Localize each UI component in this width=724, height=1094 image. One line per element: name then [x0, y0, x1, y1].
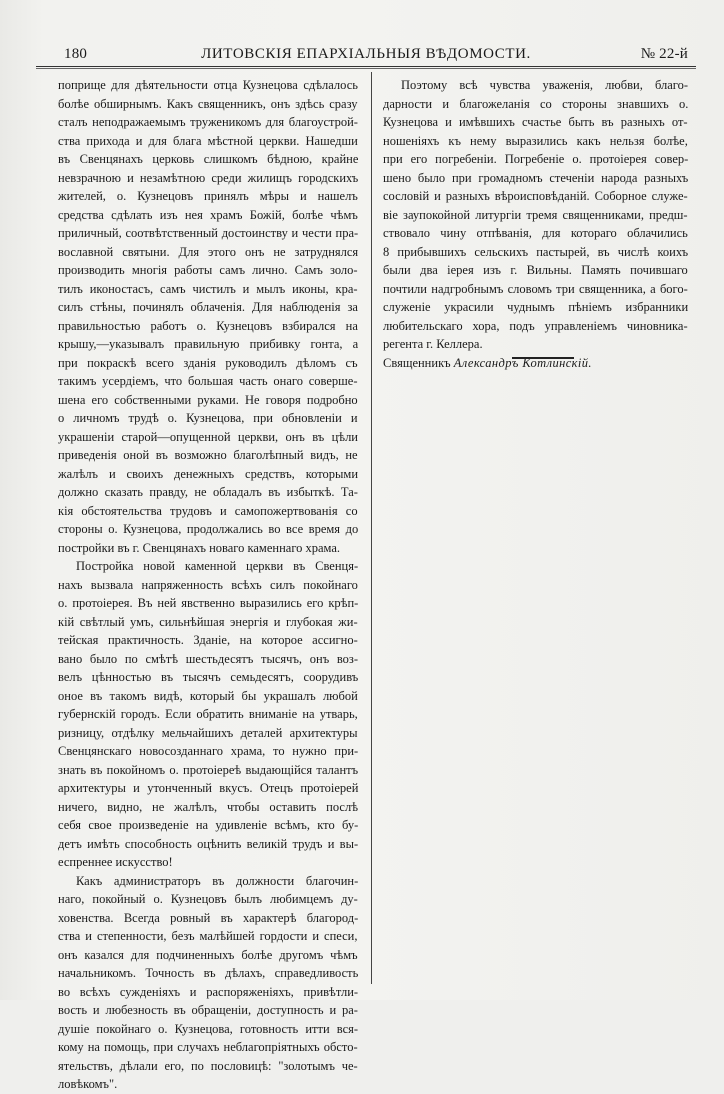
signature-prefix: Священникъ [383, 355, 451, 370]
text-line: при покраскѣ всего зданія руководилъ дѣломъ съ [58, 355, 358, 370]
text-line: средства сдѣлать изъ нея храмъ Божій, болѣе чѣмъ [58, 207, 358, 222]
text-line: тейская практичность. Зданіе, на которое ассигно- [58, 633, 358, 647]
text-line: архитектуры и утонченный вкусъ. Отецъ протоіерей [58, 781, 359, 795]
text-line: въ Свенцянахъ церковь слишкомъ бѣдною, крайне [58, 152, 359, 166]
text-line: віе заупокойной литургіи тремя священниками, предш- [383, 207, 688, 222]
text-line: ризницу, отдѣлку мельчайшихъ деталей архитектуры [58, 725, 358, 740]
text-line: силъ стѣны, починялъ облаченія. Для наблюденія за [58, 300, 358, 314]
text-line: такимъ усердіемъ, что большая часть онаго соверше- [58, 374, 358, 388]
text-line: сталъ неподражаемымъ труженикомъ для благоустрой- [58, 115, 358, 129]
text-line: вославной святыни. Для этого онъ не затруднялся [58, 244, 359, 259]
text-line: были два іерея изъ г. Вильны. Память почившаго [383, 263, 688, 277]
signature-name: Александръ Котлинскій. [453, 355, 592, 370]
text-line: оное въ такомъ видѣ, который бы украшалъ любой [58, 688, 358, 703]
issue-number: № 22-й [640, 46, 688, 62]
text-line: ятельствъ, дѣлали его, по пословицѣ: "золотымъ че- [58, 1058, 358, 1073]
text-line: невзрачною и незамѣтною среди жилищъ городскихъ [58, 170, 359, 185]
text-line: ловѣкомъ". [58, 1077, 118, 1091]
text-line: начальникомъ. Точность въ дѣлахъ, справедливость [58, 966, 359, 980]
text-line: 8 прибывшихъ сельскихъ пастырей, въ числѣ коихъ [383, 244, 689, 259]
text-line: наго, покойный о. Кузнецовъ былъ любимцемъ ду- [58, 892, 358, 906]
publication-title: ЛИТОВСКІЯ ЕПАРХІАЛЬНЫЯ ВѢДОМОСТИ. [201, 46, 531, 62]
page-number: 180 [64, 46, 88, 62]
text-line: ховенства. Всегда ровный въ характерѣ благород- [58, 910, 359, 925]
text-line: о. протоіерея. Въ ней явственно выразились его крѣп- [58, 596, 359, 610]
text-line: приведенія оной въ возможно благолѣпный видъ, не [58, 448, 358, 462]
text-line: шено было при громадномъ стеченіи народа разныхъ [383, 170, 689, 185]
text-line: еспреннее искусство! [58, 855, 173, 869]
text-line: регента г. Келлера. [383, 337, 483, 351]
text-line: дарности и благожеланія со стороны знавшихъ о. [383, 96, 689, 111]
text-line: Постройка новой каменной церкви въ Свенця- [76, 559, 359, 573]
text-line: шена его собственными руками. Не говоря подробно [58, 392, 358, 407]
right-column [383, 76, 688, 372]
article-end-rule [512, 357, 574, 359]
text-line: жителей, о. Кузнецовъ принялъ мѣры и нашелъ [58, 189, 358, 203]
page-header [36, 46, 696, 68]
text-line: при его погребеніи. Погребеніе о. протоіерея совер- [383, 152, 689, 166]
text-line: сословій и разныхъ вѣроисповѣданій. Соборное служе- [383, 189, 688, 203]
text-line: нахъ вызвала напряженность всѣхъ силъ покойнаго [58, 577, 358, 592]
text-line: кому на помощь, при случахъ неблагопріятныхъ обсто- [58, 1040, 358, 1054]
text-line: правильностью работъ о. Кузнецовъ взбирался на [58, 318, 358, 333]
text-line: онъ казался для подчиненныхъ болѣе другомъ чѣмъ [58, 947, 358, 962]
text-line: Какъ администраторъ въ должности благочин- [76, 873, 359, 888]
text-line: ничего, видно, не жалѣлъ, чтобы оставить послѣ [58, 799, 358, 814]
text-line: знать въ покойномъ о. протоіереѣ выдающійся талантъ [58, 762, 359, 777]
text-line: поприще для дѣятельности отца Кузнецова сдѣлалось [58, 78, 358, 92]
text-line: детъ имѣть способность оцѣнить великій трудъ и вы- [58, 836, 359, 851]
text-line: крышу,—указывалъ правильную прибивку гонта, а [58, 337, 359, 351]
text-line: ства и степенности, безъ малѣйшей гордости и спеси, [58, 929, 358, 943]
text-line: служеніе украсили чуднымъ пѣніемъ избранники [383, 300, 689, 314]
text-line: кія обстоятельства трудовъ и самопожертвованія со [58, 503, 358, 518]
header-rule [36, 66, 696, 67]
right-column-text [383, 76, 688, 354]
left-column [58, 76, 358, 1094]
text-line: приличный, соотвѣтственный достоинству и чести пра- [58, 226, 359, 240]
text-line: ношеніяхъ къ нему выразились какъ нельзя болѣе, [383, 133, 688, 148]
text-line: вано было по смѣтѣ шестьдесятъ тысячъ, онъ воз- [58, 651, 359, 666]
text-line: во всѣхъ сужденіяхъ и распоряженіяхъ, привѣтли- [58, 984, 359, 999]
text-line: ства прихода и для блага мѣстной церкви. Нашедши [58, 133, 358, 148]
text-line: болѣе обширнымъ. Какъ священникъ, онъ здѣсь сразу [58, 96, 358, 111]
text-line: о личномъ трудѣ о. Кузнецова, при обновленіи и [58, 411, 358, 425]
text-line: Поэтому всѣ чувства уваженія, любви, благо- [401, 78, 689, 92]
text-line: ствовало чину отпѣванія, для котораго облачились [383, 226, 688, 240]
text-line: вость и любезность въ обращеніи, доступность и ра- [58, 1003, 358, 1017]
text-line: жалѣлъ и своихъ денежныхъ средствъ, которыми [58, 466, 359, 481]
text-line: постройки въ г. Свенцянахъ новаго каменнаго храма. [58, 540, 341, 555]
text-line: Кузнецова и имѣвшихъ счастье быть въ разныхъ от- [383, 115, 688, 129]
text-line: себя свое произведеніе на удивленіе всѣмъ, кто бу- [58, 818, 359, 832]
text-line: велъ цѣнностью въ тысячъ семьдесятъ, соорудивъ [58, 670, 359, 684]
text-line: Свенцянскаго новосозданнаго храма, то нужно при- [58, 744, 359, 758]
text-line: почтили надгробнымъ словомъ три священника, а бого- [383, 281, 688, 296]
text-line: любительскаго хора, подъ управленіемъ чиновника- [383, 318, 688, 333]
text-line: стороны о. Кузнецова, продолжались во все время до [58, 522, 359, 536]
text-line: кій свѣтлый умъ, сильнѣйшая энергія и глубокая жи- [58, 614, 358, 629]
header-rule-secondary [36, 68, 696, 69]
column-divider [371, 72, 372, 984]
text-line: должно сказать правду, не обладалъ въ избыткѣ. Та- [58, 485, 358, 499]
text-line: производить многія работы самъ лично. Самъ золо- [58, 263, 358, 277]
text-line: тилъ иконостасъ, самъ чистилъ и мылъ иконы, кра- [58, 281, 358, 296]
text-line: украшеніи старой—опущенной церкви, онъ въ цѣли [58, 429, 358, 444]
text-line: губернскій городъ. Если обратить вниманіе на утварь, [58, 707, 358, 721]
text-line: душіе покойнаго о. Кузнецова, готовность итти вся- [58, 1021, 359, 1036]
